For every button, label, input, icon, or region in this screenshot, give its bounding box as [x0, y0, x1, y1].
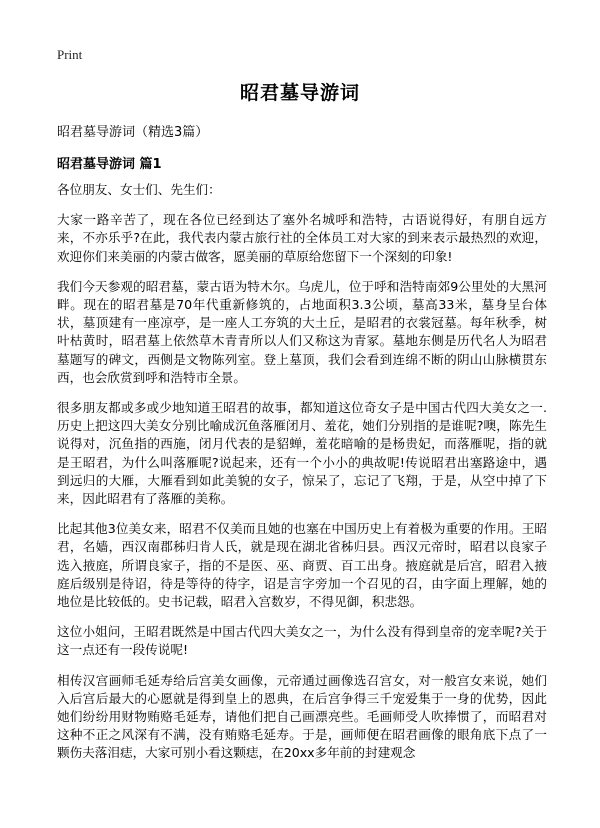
document-subtitle: 昭君墓导游词（精选3篇） — [57, 125, 209, 140]
article-body — [57, 181, 547, 775]
paragraph-greeting: 各位朋友、女士们、先生们： — [57, 182, 221, 197]
paragraph-question: 这位小姐问，王昭君既然是中国古代四大美女之一，为什么没有得到皇帝的宠幸呢?关于这一点还有一段传说呢! — [57, 624, 547, 658]
print-link[interactable]: Print — [57, 47, 83, 62]
paragraph-tomb-description: 我们今天参观的昭君墓，蒙古语为特木尔。乌虎儿，位于呼和浩特南郊9公里处的大黑河畔。现在的昭君墓是70年代重新修筑的，占地面积3.3公顷，墓高33米，墓身呈台体状，墓顶建有一座凉亭，是一座人工夯筑的大土丘，是昭君的衣裳冠墓。每年秋季，树叶枯黄时，昭君墓上依然草木青青所以人们又称这为青冢。墓地东侧是历代名人为昭君墓题写的碑文，西侧是文物陈列室。登上墓顶，我们会看到连绵不断的阴山山脉横贯东西，也会欣赏到呼和浩特市全景。 — [57, 278, 547, 385]
section-heading: 昭君墓导游词 篇1 — [57, 157, 162, 172]
paragraph-zhaojun-history: 比起其他3位美女来，昭君不仅美而且她的也塞在中国历史上有着极为重要的作用。王昭君，名嫱，西汉南郡秭归肯人氏，就是现在湖北省秭归县。西汉元帝时，昭君以良家子选入掖庭，所谓良家子，指的不是医、巫、商贾、百工出身。掖庭就是后宫，昭君入掖庭后级别是待诏，待是等待的待字，诏是言字旁加一个召见的召，由字面上理解，她的地位是比较低的。史书记载，昭君入宫数岁，不得见御，积悲怨。 — [57, 521, 547, 610]
paragraph-welcome: 大家一路辛苦了，现在各位已经到达了塞外名城呼和浩特，古语说得好，有朋自远方来，不亦乐乎?在此，我代表内蒙古旅行社的全体员工对大家的到来表示最热烈的欢迎，欢迎你们来美丽的内蒙古做客，愿美丽的草原给您留下一个深刻的印象! — [57, 212, 547, 264]
page-title: 昭君墓导游词 — [239, 82, 360, 104]
paragraph-legend: 相传汉宫画师毛延寿给后宫美女画像，元帝通过画像选召宫女，对一般宫女来说，她们入后宫后最大的心愿就是得到皇上的恩典，在后宫争得三千宠爱集于一身的优势，因此她们纷纷用财物贿赂毛延寿，请他们把自己画漂亮些。毛画师受人吹捧惯了，而昭君对这种不正之风深有不满，没有贿赂毛延寿。于是，画师便在昭君画像的眼角底下点了一颗伤夫落泪痣，大家可别小看这颗痣，在20xx多年前的封建观念 — [57, 672, 547, 761]
paragraph-four-beauties: 很多朋友都或多或少地知道王昭君的故事，都知道这位奇女子是中国古代四大美女之一.历史上把这四大美女分别比喻成沉鱼落雁闭月、羞花，她们分别指的是谁呢?噢，陈先生说得对，沉鱼指的西施，闭月代表的是貂蝉，羞花暗喻的是杨贵妃，而落雁呢，指的就是王昭君，为什么叫落雁呢?说起来，还有一个小小的典故呢!传说昭君出塞路途中，遇到远归的大雁，大雁看到如此美貌的女子，惊呆了，忘记了飞翔，于是，从空中掉了下来，因此昭君有了落雁的美称。 — [57, 400, 547, 507]
